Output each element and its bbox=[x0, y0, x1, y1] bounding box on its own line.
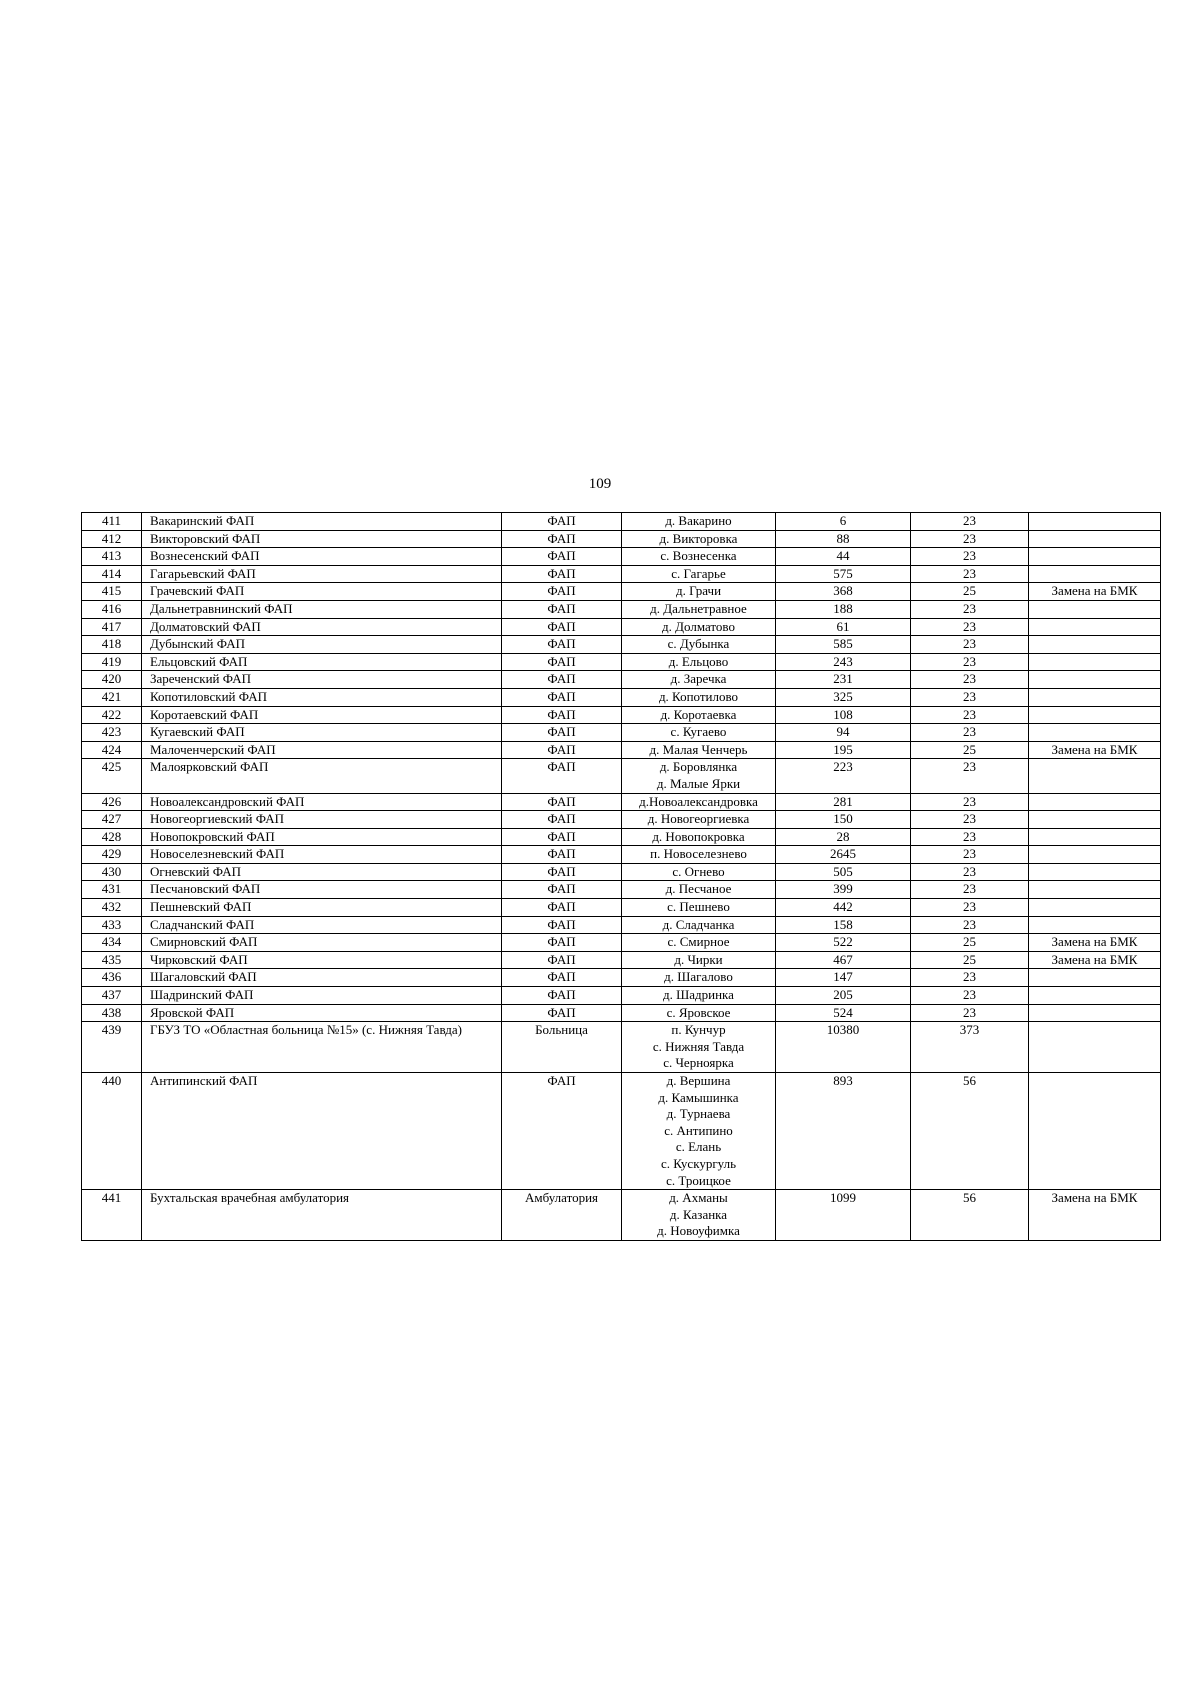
table-row bbox=[82, 934, 1161, 952]
row-number-cell: 423 bbox=[82, 724, 142, 742]
table-row bbox=[82, 987, 1161, 1005]
note-cell: Замена на БМК bbox=[1029, 951, 1161, 969]
row-number-cell: 437 bbox=[82, 987, 142, 1005]
location-line: с. Елань bbox=[675, 1139, 722, 1155]
location-line: с. Кугаево bbox=[670, 724, 727, 740]
note-cell bbox=[1029, 1022, 1161, 1073]
facility-type-cell: ФАП bbox=[502, 987, 622, 1005]
population-cell: 94 bbox=[776, 724, 911, 742]
row-number-cell: 421 bbox=[82, 688, 142, 706]
value-cell: 23 bbox=[911, 846, 1029, 864]
location-line: д. Вакарино bbox=[665, 513, 732, 528]
value-cell: 25 bbox=[911, 934, 1029, 952]
facility-name-cell: Дубынский ФАП bbox=[142, 636, 502, 654]
population-cell: 368 bbox=[776, 583, 911, 601]
population-cell: 147 bbox=[776, 969, 911, 987]
table-row bbox=[82, 916, 1161, 934]
facility-type-cell: ФАП bbox=[502, 724, 622, 742]
note-cell bbox=[1029, 1004, 1161, 1022]
facility-type-cell: ФАП bbox=[502, 793, 622, 811]
locations-cell bbox=[622, 600, 776, 618]
facility-name-cell: Копотиловский ФАП bbox=[142, 688, 502, 706]
row-number-cell: 438 bbox=[82, 1004, 142, 1022]
facility-type-cell: ФАП bbox=[502, 951, 622, 969]
value-cell: 23 bbox=[911, 565, 1029, 583]
locations-cell bbox=[622, 513, 776, 531]
location-line: с. Нижняя Тавда bbox=[652, 1038, 745, 1054]
location-line: д. Долматово bbox=[662, 618, 735, 634]
row-number-cell: 416 bbox=[82, 600, 142, 618]
locations-cell bbox=[622, 759, 776, 793]
location-line: д. Ельцово bbox=[668, 653, 729, 669]
facility-type-cell: ФАП bbox=[502, 636, 622, 654]
table-row bbox=[82, 530, 1161, 548]
population-cell: 223 bbox=[776, 759, 911, 793]
facility-type-cell: ФАП bbox=[502, 530, 622, 548]
note-cell bbox=[1029, 513, 1161, 531]
facility-name-cell: Новогеоргиевский ФАП bbox=[142, 811, 502, 829]
value-cell: 23 bbox=[911, 653, 1029, 671]
facility-type-cell: ФАП bbox=[502, 811, 622, 829]
locations-cell bbox=[622, 583, 776, 601]
facility-name-cell: Ельцовский ФАП bbox=[142, 653, 502, 671]
facilities-table bbox=[81, 512, 1161, 1241]
table-row bbox=[82, 600, 1161, 618]
facility-type-cell: ФАП bbox=[502, 969, 622, 987]
table-row bbox=[82, 1190, 1161, 1241]
value-cell: 23 bbox=[911, 863, 1029, 881]
row-number-cell: 432 bbox=[82, 899, 142, 917]
locations-cell bbox=[622, 1190, 776, 1241]
location-line: п. Кунчур bbox=[671, 1022, 726, 1038]
table-row bbox=[82, 688, 1161, 706]
locations-cell bbox=[622, 618, 776, 636]
value-cell: 23 bbox=[911, 618, 1029, 636]
value-cell: 23 bbox=[911, 916, 1029, 934]
location-line: д. Новогеоргиевка bbox=[647, 811, 750, 827]
population-cell: 399 bbox=[776, 881, 911, 899]
facility-type-cell: ФАП bbox=[502, 706, 622, 724]
note-cell: Замена на БМК bbox=[1029, 583, 1161, 601]
population-cell: 6 bbox=[776, 513, 911, 531]
row-number-cell: 441 bbox=[82, 1190, 142, 1241]
row-number-cell: 427 bbox=[82, 811, 142, 829]
value-cell: 23 bbox=[911, 724, 1029, 742]
population-cell: 1099 bbox=[776, 1190, 911, 1241]
table-body bbox=[82, 513, 1161, 1241]
row-number-cell: 413 bbox=[82, 548, 142, 566]
locations-cell bbox=[622, 846, 776, 864]
note-cell: Замена на БМК bbox=[1029, 934, 1161, 952]
value-cell: 23 bbox=[911, 811, 1029, 829]
location-line: д. Дальнетравное bbox=[650, 600, 747, 616]
value-cell: 23 bbox=[911, 969, 1029, 987]
population-cell: 61 bbox=[776, 618, 911, 636]
locations-cell bbox=[622, 1073, 776, 1190]
locations-cell bbox=[622, 987, 776, 1005]
facility-type-cell: Амбулатория bbox=[502, 1190, 622, 1241]
table-row bbox=[82, 863, 1161, 881]
value-cell: 56 bbox=[911, 1073, 1029, 1190]
location-line: д. Сладчанка bbox=[662, 916, 735, 932]
facility-type-cell: ФАП bbox=[502, 600, 622, 618]
facility-name-cell: Новоалександровский ФАП bbox=[142, 793, 502, 811]
location-line: д. Малая Ченчерь bbox=[649, 741, 748, 757]
row-number-cell: 418 bbox=[82, 636, 142, 654]
table-row bbox=[82, 759, 1161, 793]
locations-cell bbox=[622, 706, 776, 724]
value-cell: 23 bbox=[911, 600, 1029, 618]
population-cell: 2645 bbox=[776, 846, 911, 864]
facility-name-cell: Сладчанский ФАП bbox=[142, 916, 502, 934]
note-cell bbox=[1029, 846, 1161, 864]
population-cell: 28 bbox=[776, 828, 911, 846]
population-cell: 467 bbox=[776, 951, 911, 969]
facility-name-cell: Долматовский ФАП bbox=[142, 618, 502, 636]
locations-cell bbox=[622, 934, 776, 952]
locations-cell bbox=[622, 916, 776, 934]
note-cell bbox=[1029, 530, 1161, 548]
facility-type-cell: ФАП bbox=[502, 759, 622, 793]
facility-name-cell: Яровской ФАП bbox=[142, 1004, 502, 1022]
row-number-cell: 417 bbox=[82, 618, 142, 636]
value-cell: 23 bbox=[911, 636, 1029, 654]
value-cell: 23 bbox=[911, 671, 1029, 689]
facility-type-cell: ФАП bbox=[502, 828, 622, 846]
table-row bbox=[82, 671, 1161, 689]
value-cell: 23 bbox=[911, 513, 1029, 531]
note-cell bbox=[1029, 653, 1161, 671]
note-cell bbox=[1029, 793, 1161, 811]
row-number-cell: 436 bbox=[82, 969, 142, 987]
facility-name-cell: Новопокровский ФАП bbox=[142, 828, 502, 846]
note-cell bbox=[1029, 548, 1161, 566]
table-row bbox=[82, 653, 1161, 671]
value-cell: 23 bbox=[911, 793, 1029, 811]
population-cell: 243 bbox=[776, 653, 911, 671]
table-row bbox=[82, 741, 1161, 759]
population-cell: 10380 bbox=[776, 1022, 911, 1073]
value-cell: 23 bbox=[911, 688, 1029, 706]
facility-name-cell: Антипинский ФАП bbox=[142, 1073, 502, 1190]
row-number-cell: 420 bbox=[82, 671, 142, 689]
population-cell: 88 bbox=[776, 530, 911, 548]
location-line: д.Новоалександровка bbox=[639, 793, 758, 809]
facility-name-cell: Зареченский ФАП bbox=[142, 671, 502, 689]
location-line: д. Новоуфимка bbox=[657, 1223, 740, 1239]
facility-name-cell: Гагарьевский ФАП bbox=[142, 565, 502, 583]
locations-cell bbox=[622, 724, 776, 742]
location-line: д. Грачи bbox=[675, 583, 722, 599]
note-cell: Замена на БМК bbox=[1029, 1190, 1161, 1241]
facility-name-cell: Бухтальская врачебная амбулатория bbox=[142, 1190, 502, 1241]
location-line: д. Песчаное bbox=[665, 881, 732, 897]
table-row bbox=[82, 811, 1161, 829]
facility-name-cell: Викторовский ФАП bbox=[142, 530, 502, 548]
row-number-cell: 430 bbox=[82, 863, 142, 881]
value-cell: 25 bbox=[911, 951, 1029, 969]
value-cell: 23 bbox=[911, 706, 1029, 724]
facility-type-cell: ФАП bbox=[502, 863, 622, 881]
locations-cell bbox=[622, 1022, 776, 1073]
note-cell bbox=[1029, 565, 1161, 583]
location-line: с. Яровское bbox=[666, 1004, 731, 1020]
facility-name-cell: Новоселезневский ФАП bbox=[142, 846, 502, 864]
value-cell: 56 bbox=[911, 1190, 1029, 1241]
table-row bbox=[82, 583, 1161, 601]
row-number-cell: 422 bbox=[82, 706, 142, 724]
locations-cell bbox=[622, 951, 776, 969]
facility-type-cell: ФАП bbox=[502, 899, 622, 917]
locations-cell bbox=[622, 653, 776, 671]
note-cell bbox=[1029, 811, 1161, 829]
row-number-cell: 415 bbox=[82, 583, 142, 601]
value-cell: 23 bbox=[911, 987, 1029, 1005]
value-cell: 23 bbox=[911, 759, 1029, 793]
note-cell bbox=[1029, 899, 1161, 917]
location-line: с. Черноярка bbox=[663, 1055, 734, 1071]
facility-type-cell: ФАП bbox=[502, 1073, 622, 1190]
facility-name-cell: Огневский ФАП bbox=[142, 863, 502, 881]
locations-cell bbox=[622, 671, 776, 689]
locations-cell bbox=[622, 863, 776, 881]
population-cell: 325 bbox=[776, 688, 911, 706]
table-row bbox=[82, 618, 1161, 636]
population-cell: 205 bbox=[776, 987, 911, 1005]
location-line: д. Вершина bbox=[666, 1073, 731, 1088]
table-row bbox=[82, 724, 1161, 742]
location-line: д. Малые Ярки bbox=[656, 775, 741, 791]
note-cell bbox=[1029, 969, 1161, 987]
note-cell bbox=[1029, 881, 1161, 899]
location-line: с. Пешнево bbox=[667, 899, 730, 915]
facility-name-cell: Вознесенский ФАП bbox=[142, 548, 502, 566]
table-row bbox=[82, 1022, 1161, 1073]
population-cell: 231 bbox=[776, 671, 911, 689]
value-cell: 23 bbox=[911, 1004, 1029, 1022]
note-cell bbox=[1029, 706, 1161, 724]
facility-type-cell: ФАП bbox=[502, 583, 622, 601]
row-number-cell: 426 bbox=[82, 793, 142, 811]
facility-name-cell: Вакаринский ФАП bbox=[142, 513, 502, 531]
note-cell bbox=[1029, 987, 1161, 1005]
location-line: д. Чирки bbox=[674, 951, 723, 967]
facility-type-cell: ФАП bbox=[502, 688, 622, 706]
facility-type-cell: ФАП bbox=[502, 934, 622, 952]
facility-name-cell: Малоярковский ФАП bbox=[142, 759, 502, 793]
facility-name-cell: Кугаевский ФАП bbox=[142, 724, 502, 742]
facility-name-cell: Грачевский ФАП bbox=[142, 583, 502, 601]
table-row bbox=[82, 793, 1161, 811]
row-number-cell: 419 bbox=[82, 653, 142, 671]
population-cell: 188 bbox=[776, 600, 911, 618]
locations-cell bbox=[622, 741, 776, 759]
population-cell: 522 bbox=[776, 934, 911, 952]
locations-cell bbox=[622, 548, 776, 566]
location-line: д. Викторовка bbox=[659, 530, 738, 546]
table-row bbox=[82, 513, 1161, 531]
facility-name-cell: Шадринский ФАП bbox=[142, 987, 502, 1005]
table-row bbox=[82, 881, 1161, 899]
facility-type-cell: ФАП bbox=[502, 1004, 622, 1022]
location-line: с. Антипино bbox=[664, 1122, 733, 1138]
note-cell bbox=[1029, 724, 1161, 742]
locations-cell bbox=[622, 881, 776, 899]
table-row bbox=[82, 828, 1161, 846]
note-cell bbox=[1029, 636, 1161, 654]
row-number-cell: 439 bbox=[82, 1022, 142, 1073]
location-line: п. Новоселезнево bbox=[650, 846, 747, 862]
row-number-cell: 435 bbox=[82, 951, 142, 969]
location-line: д. Казанка bbox=[669, 1206, 728, 1222]
location-line: с. Вознесенка bbox=[660, 548, 737, 564]
row-number-cell: 414 bbox=[82, 565, 142, 583]
location-line: д. Коротаевка bbox=[660, 706, 737, 722]
facility-name-cell: Коротаевский ФАП bbox=[142, 706, 502, 724]
locations-cell bbox=[622, 828, 776, 846]
facility-type-cell: ФАП bbox=[502, 548, 622, 566]
population-cell: 158 bbox=[776, 916, 911, 934]
facility-type-cell: ФАП bbox=[502, 671, 622, 689]
locations-cell bbox=[622, 530, 776, 548]
row-number-cell: 433 bbox=[82, 916, 142, 934]
population-cell: 575 bbox=[776, 565, 911, 583]
population-cell: 195 bbox=[776, 741, 911, 759]
value-cell: 25 bbox=[911, 741, 1029, 759]
location-line: с. Гагарье bbox=[671, 565, 726, 581]
location-line: д. Новопокровка bbox=[652, 828, 745, 844]
row-number-cell: 425 bbox=[82, 759, 142, 793]
population-cell: 442 bbox=[776, 899, 911, 917]
value-cell: 23 bbox=[911, 548, 1029, 566]
facility-type-cell: ФАП bbox=[502, 565, 622, 583]
locations-cell bbox=[622, 1004, 776, 1022]
value-cell: 23 bbox=[911, 881, 1029, 899]
facility-name-cell: Дальнетравнинский ФАП bbox=[142, 600, 502, 618]
locations-cell bbox=[622, 793, 776, 811]
note-cell bbox=[1029, 618, 1161, 636]
table-row bbox=[82, 636, 1161, 654]
facility-name-cell: Малоченчерский ФАП bbox=[142, 741, 502, 759]
facility-name-cell: ГБУЗ ТО «Областная больница №15» (с. Нижняя Тавда) bbox=[142, 1022, 502, 1073]
population-cell: 281 bbox=[776, 793, 911, 811]
facility-name-cell: Песчановский ФАП bbox=[142, 881, 502, 899]
note-cell bbox=[1029, 916, 1161, 934]
population-cell: 505 bbox=[776, 863, 911, 881]
population-cell: 524 bbox=[776, 1004, 911, 1022]
facility-name-cell: Пешневский ФАП bbox=[142, 899, 502, 917]
row-number-cell: 431 bbox=[82, 881, 142, 899]
value-cell: 23 bbox=[911, 530, 1029, 548]
facility-name-cell: Чирковский ФАП bbox=[142, 951, 502, 969]
location-line: д. Шадринка bbox=[663, 987, 734, 1003]
note-cell bbox=[1029, 600, 1161, 618]
location-line: с. Троицкое bbox=[666, 1172, 731, 1188]
locations-cell bbox=[622, 565, 776, 583]
value-cell: 23 bbox=[911, 828, 1029, 846]
value-cell: 373 bbox=[911, 1022, 1029, 1073]
note-cell bbox=[1029, 759, 1161, 793]
row-number-cell: 440 bbox=[82, 1073, 142, 1190]
row-number-cell: 411 bbox=[82, 513, 142, 531]
row-number-cell: 412 bbox=[82, 530, 142, 548]
population-cell: 108 bbox=[776, 706, 911, 724]
facility-type-cell: ФАП bbox=[502, 653, 622, 671]
table-row bbox=[82, 846, 1161, 864]
table-row bbox=[82, 548, 1161, 566]
note-cell bbox=[1029, 688, 1161, 706]
table-row bbox=[82, 706, 1161, 724]
note-cell bbox=[1029, 863, 1161, 881]
facility-type-cell: ФАП bbox=[502, 881, 622, 899]
row-number-cell: 428 bbox=[82, 828, 142, 846]
location-line: д. Шагалово bbox=[664, 969, 733, 985]
facility-type-cell: ФАП bbox=[502, 846, 622, 864]
note-cell bbox=[1029, 1073, 1161, 1190]
facility-name-cell: Смирновский ФАП bbox=[142, 934, 502, 952]
locations-cell bbox=[622, 969, 776, 987]
population-cell: 150 bbox=[776, 811, 911, 829]
location-line: д. Турнаева bbox=[666, 1106, 731, 1122]
facility-type-cell: Больница bbox=[502, 1022, 622, 1073]
facility-type-cell: ФАП bbox=[502, 618, 622, 636]
row-number-cell: 424 bbox=[82, 741, 142, 759]
table-row bbox=[82, 565, 1161, 583]
value-cell: 23 bbox=[911, 899, 1029, 917]
row-number-cell: 434 bbox=[82, 934, 142, 952]
facility-name-cell: Шагаловский ФАП bbox=[142, 969, 502, 987]
locations-cell bbox=[622, 688, 776, 706]
table-row bbox=[82, 1073, 1161, 1190]
location-line: д. Ахманы bbox=[669, 1190, 728, 1206]
table-row bbox=[82, 969, 1161, 987]
location-line: д. Копотилово bbox=[658, 688, 739, 704]
facility-type-cell: ФАП bbox=[502, 741, 622, 759]
population-cell: 44 bbox=[776, 548, 911, 566]
note-cell bbox=[1029, 671, 1161, 689]
note-cell bbox=[1029, 828, 1161, 846]
location-line: д. Боровлянка bbox=[659, 759, 738, 775]
location-line: с. Смирное bbox=[667, 934, 730, 950]
population-cell: 585 bbox=[776, 636, 911, 654]
location-line: с. Кускургуль bbox=[660, 1155, 737, 1171]
table-row bbox=[82, 899, 1161, 917]
population-cell: 893 bbox=[776, 1073, 911, 1190]
facility-type-cell: ФАП bbox=[502, 916, 622, 934]
note-cell: Замена на БМК bbox=[1029, 741, 1161, 759]
locations-cell bbox=[622, 811, 776, 829]
locations-cell bbox=[622, 636, 776, 654]
facility-type-cell: ФАП bbox=[502, 513, 622, 531]
location-line: д. Камышинка bbox=[658, 1089, 739, 1105]
table-row bbox=[82, 1004, 1161, 1022]
location-line: с. Дубынка bbox=[667, 636, 730, 652]
location-line: с. Огнево bbox=[672, 863, 725, 879]
table-row bbox=[82, 951, 1161, 969]
locations-cell bbox=[622, 899, 776, 917]
page-number: 109 bbox=[588, 476, 612, 492]
location-line: д. Заречка bbox=[670, 671, 727, 687]
value-cell: 25 bbox=[911, 583, 1029, 601]
row-number-cell: 429 bbox=[82, 846, 142, 864]
